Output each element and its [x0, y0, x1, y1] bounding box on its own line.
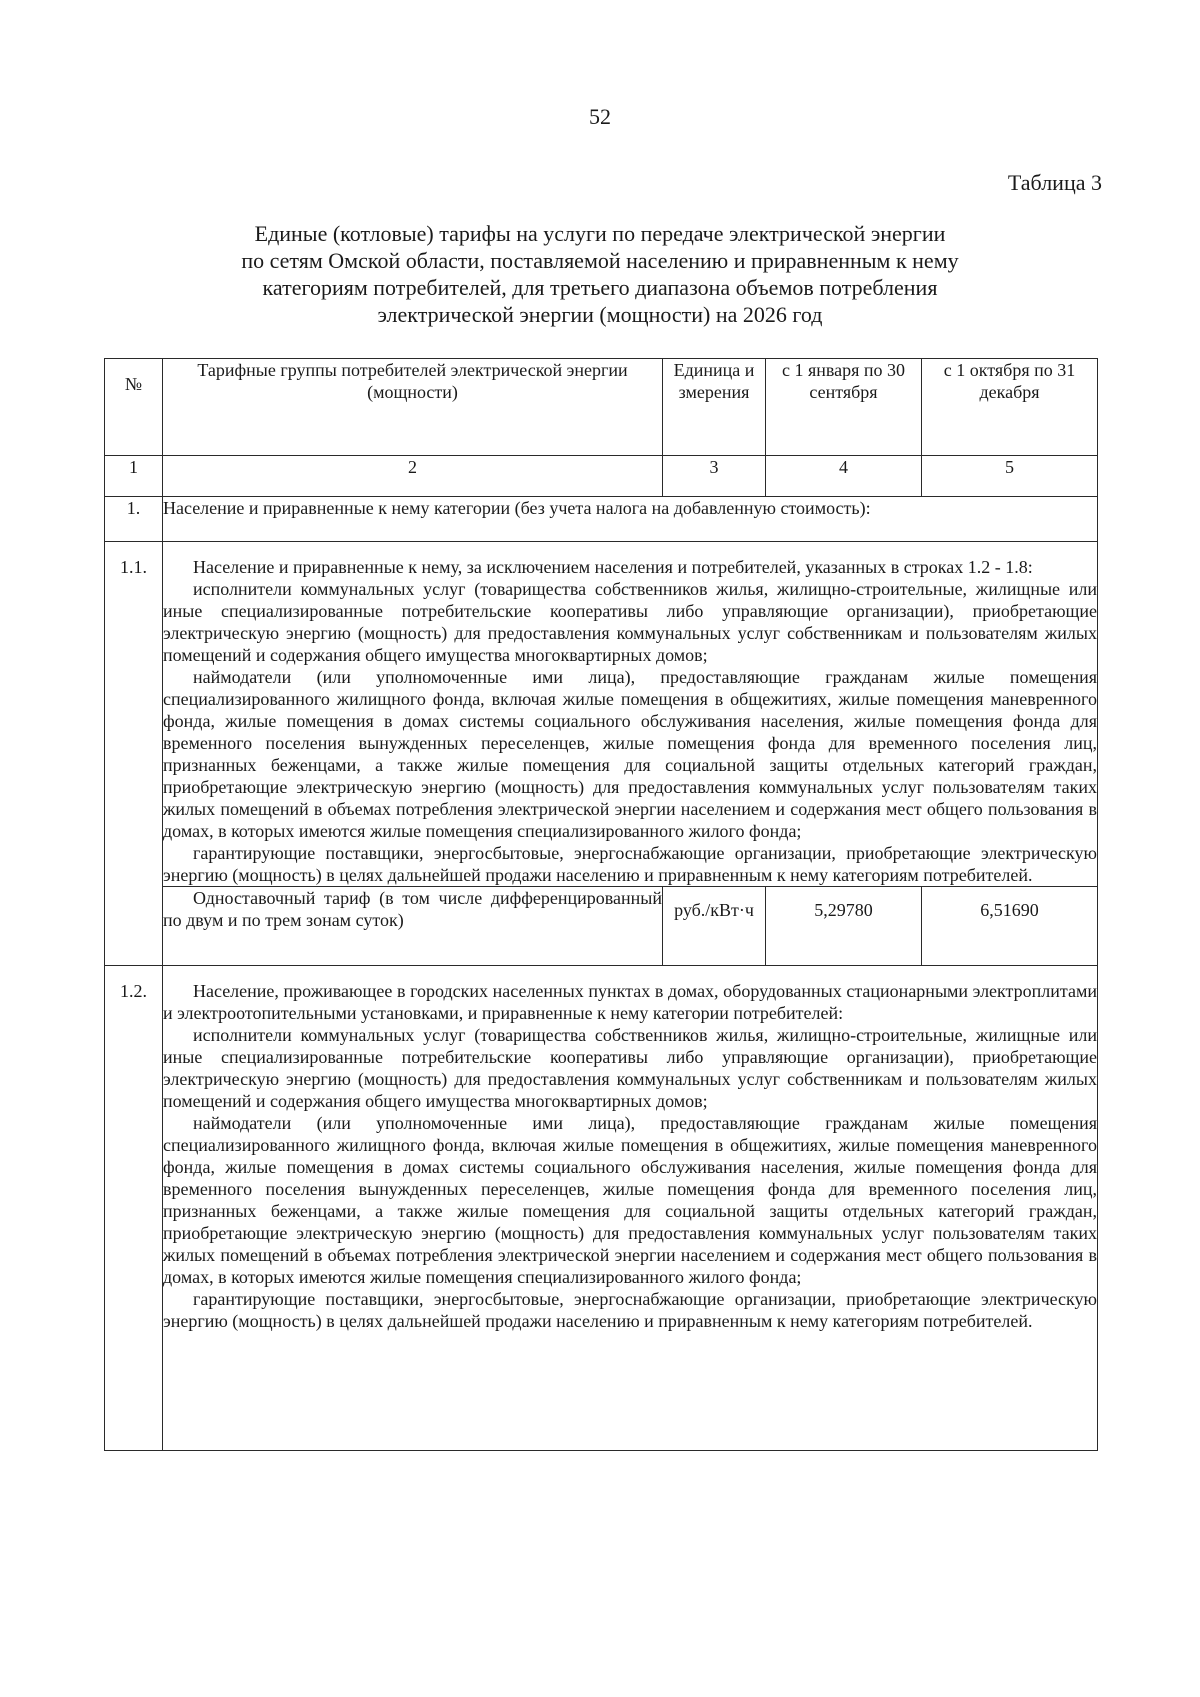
paragraph: исполнители коммунальных услуг (товарищества собственников жилья, жилищно-строительные, жилищные или иные специализированные потребительские кооперативы либо управляющие организации), приобретающие электрическую энергию (мощность) для предоставления коммунальных услуг собственникам и пользователям жилых помещений и содержания общего имущества многоквартирных домов; [163, 1025, 1097, 1111]
tariff-description: Одноставочный тариф (в том числе дифференцированный по двум и по трем зонам суток) [163, 887, 663, 966]
title-line: электрической энергии (мощности) на 2026 год [377, 302, 823, 327]
row-num: 1.1. [105, 542, 163, 966]
column-number: 1 [105, 456, 163, 497]
paragraph: гарантирующие поставщики, энергосбытовые, энергоснабжающие организации, приобретающие электрическую энергию (мощность) в целях дальнейшей продажи населению и приравненным к нему категориям потребителей. [163, 1289, 1097, 1331]
column-number-row [105, 456, 1098, 497]
title-line: Единые (котловые) тарифы на услуги по передаче электрической энергии [254, 221, 946, 246]
column-number: 2 [163, 456, 663, 497]
header-period-1: с 1 января по 30 сентября [766, 359, 922, 456]
tariff-table [104, 358, 1098, 1451]
column-number: 4 [766, 456, 922, 497]
paragraph: Население и приравненные к нему, за исключением населения и потребителей, указанных в строках 1.2 - 1.8: [193, 557, 1033, 577]
header-num: № [105, 359, 163, 456]
paragraph: гарантирующие поставщики, энергосбытовые, энергоснабжающие организации, приобретающие электрическую энергию (мощность) в целях дальнейшей продажи населению и приравненным к нему категориям потребителей. [163, 843, 1097, 885]
tariff-unit: руб./кВт·ч [663, 887, 766, 966]
column-number: 3 [663, 456, 766, 497]
row-description [163, 542, 1098, 887]
section-row [105, 497, 1098, 542]
column-number: 5 [922, 456, 1098, 497]
row-1-1 [105, 542, 1098, 887]
title-line: по сетям Омской области, поставляемой населению и приравненным к нему [241, 248, 959, 273]
paragraph: Население, проживающее в городских населенных пунктах в домах, оборудованных стационарными электроплитами и электроотопительными установками, и приравненные к нему категории потребителей: [163, 981, 1097, 1023]
table-label: Таблица 3 [1007, 170, 1102, 195]
tariff-value-period-1: 5,29780 [766, 887, 922, 966]
row-num: 1.2. [105, 966, 163, 1451]
header-unit: Единица измерения [663, 359, 766, 456]
row-1-2 [105, 966, 1098, 1451]
section-num: 1. [105, 497, 163, 542]
page-number: 52 [589, 104, 611, 129]
header-period-2: с 1 октября по 31 декабря [922, 359, 1098, 456]
document-title [180, 220, 1020, 328]
section-text: Население и приравненные к нему категории (без учета налога на добавленную стоимость): [163, 497, 1098, 542]
tariff-row [105, 887, 1098, 966]
paragraph: исполнители коммунальных услуг (товарищества собственников жилья, жилищно-строительные, жилищные или иные специализированные потребительские кооперативы либо управляющие организации), приобретающие электрическую энергию (мощность) для предоставления коммунальных услуг собственникам и пользователям жилых помещений и содержания общего имущества многоквартирных домов; [163, 579, 1097, 665]
table-header-row [105, 359, 1098, 456]
header-group: Тарифные группы потребителей электрической энергии (мощности) [163, 359, 663, 456]
title-line: категориям потребителей, для третьего диапазона объемов потребления [262, 275, 938, 300]
tariff-value-period-2: 6,51690 [922, 887, 1098, 966]
paragraph: наймодатели (или уполномоченные ими лица), предоставляющие гражданам жилые помещения специализированного жилищного фонда, включая жилые помещения в общежитиях, жилые помещения маневренного фонда, жилые помещения в домах системы социального обслуживания населения, жилые помещения фонда для временного поселения вынужденных переселенцев, жилые помещения фонда для временного поселения лиц, признанных беженцами, а также жилые помещения для социальной защиты отдельных категорий граждан, приобретающие электрическую энергию (мощность) для предоставления коммунальных услуг пользователям таких жилых помещений в объемах потребления электрической энергии населением и содержания мест общего пользования в домах, в которых имеются жилые помещения специализированного жилого фонда; [163, 1113, 1097, 1287]
row-description [163, 966, 1098, 1451]
paragraph: наймодатели (или уполномоченные ими лица), предоставляющие гражданам жилые помещения специализированного жилищного фонда, включая жилые помещения в общежитиях, жилые помещения маневренного фонда, жилые помещения в домах системы социального обслуживания населения, жилые помещения фонда для временного поселения вынужденных переселенцев, жилые помещения фонда для временного поселения лиц, признанных беженцами, а также жилые помещения для социальной защиты отдельных категорий граждан, приобретающие электрическую энергию (мощность) для предоставления коммунальных услуг пользователям таких жилых помещений в объемах потребления электрической энергии населением и содержания мест общего пользования в домах, в которых имеются жилые помещения специализированного жилого фонда; [163, 667, 1097, 841]
